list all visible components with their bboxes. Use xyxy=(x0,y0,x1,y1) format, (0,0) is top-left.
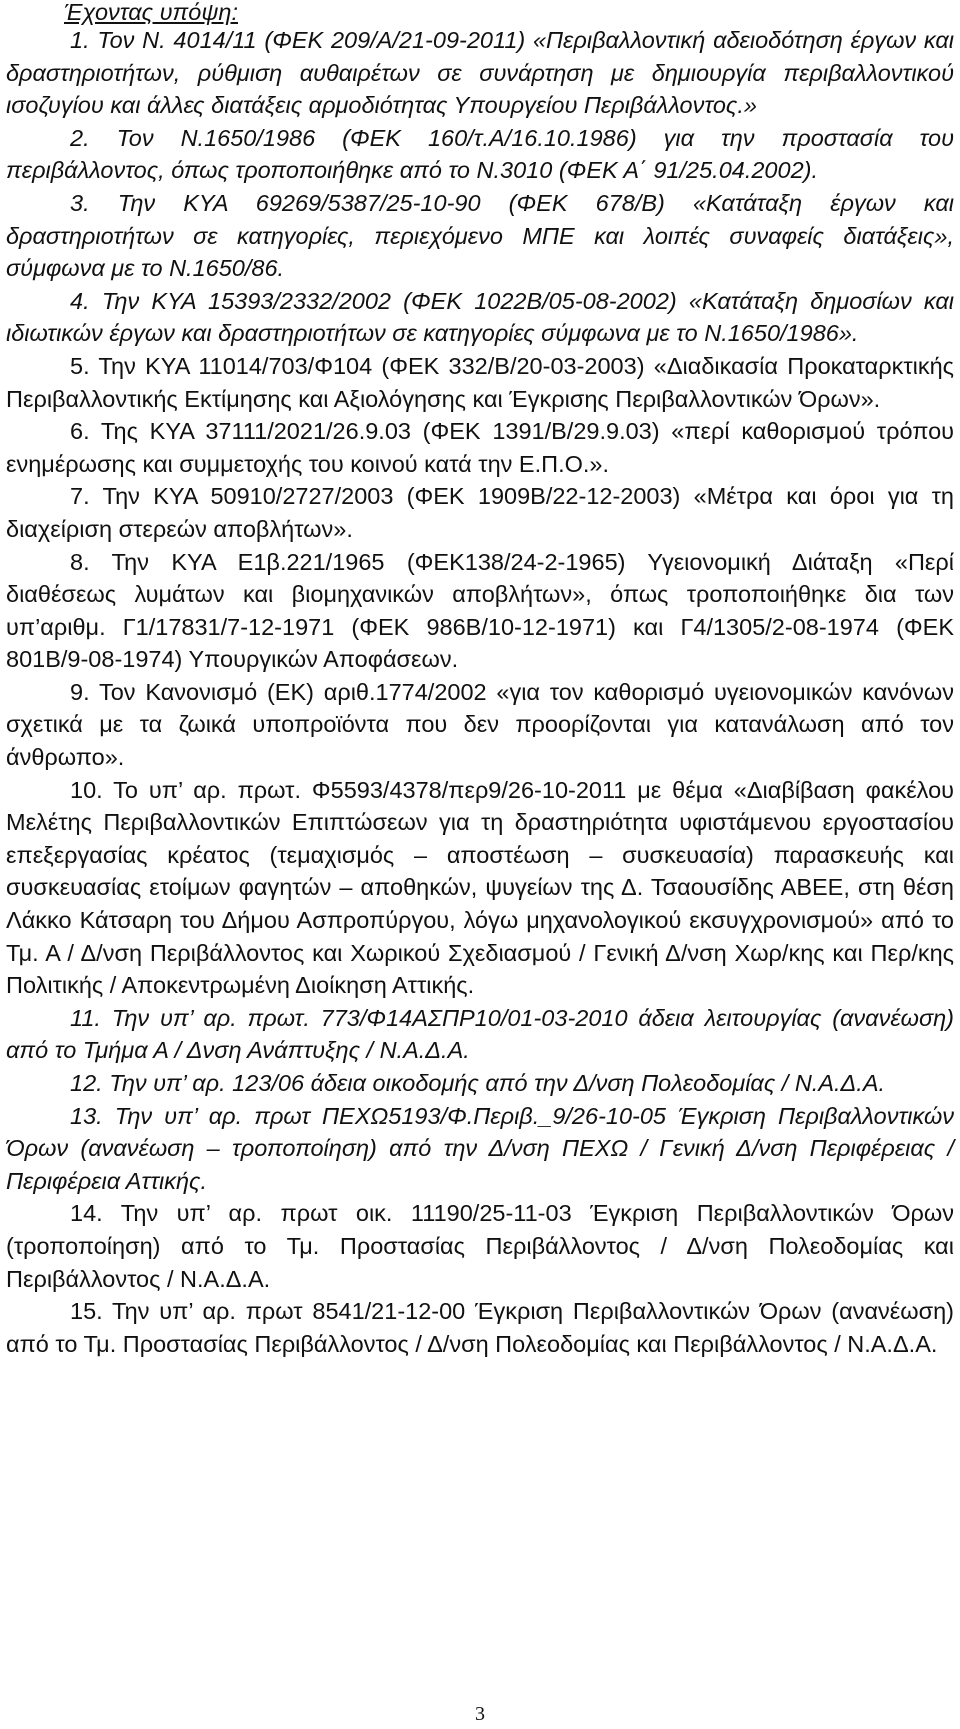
list-item-number: 12. xyxy=(70,1070,103,1096)
list-item-text: Της ΚΥΑ 37111/2021/26.9.03 (ΦΕΚ 1391/Β/29.9.03) «περί καθορισμού τρόπου ενημέρωσης και συμμετοχής του κοινού κατά την Ε.Π.Ο.». xyxy=(6,418,954,477)
considerations-list xyxy=(6,24,954,1360)
document-page xyxy=(6,0,954,1360)
list-item-text: Την υπ’ αρ. πρωτ ΠΕΧΩ5193/Φ.Περιβ._9/26-10-05 Έγκριση Περιβαλλοντικών Όρων (ανανέωση – τροποποίηση) από την Δ/νση ΠΕΧΩ / Γενική Δ/νση Περιφέρειας / Περιφέρεια Αττικής. xyxy=(6,1102,955,1194)
list-item xyxy=(6,676,954,774)
list-item-number: 3. xyxy=(70,189,90,216)
list-item-number: 1. xyxy=(70,27,90,53)
list-item-number: 5. xyxy=(70,352,90,379)
list-item-text: Την ΚΥΑ 69269/5387/25-10-90 (ΦΕΚ 678/Β) «Κατάταξη έργων και δραστηριοτήτων σε κατηγορίες, περιεχόμενο ΜΠΕ και λοιπές συναφείς διατάξεις», σύμφωνα με το Ν.1650/86. xyxy=(6,189,954,282)
list-item-text: Την ΚΥΑ 11014/703/Φ104 (ΦΕΚ 332/Β/20-03-2003) «Διαδικασία Προκαταρκτικής Περιβαλλοντικής Εκτίμησης και Αξιολόγησης και Έγκρισης Περιβαλλοντικών Όρων». xyxy=(6,352,954,412)
list-item-number: 9. xyxy=(70,678,90,705)
list-item xyxy=(6,1100,954,1198)
list-item-number: 8. xyxy=(70,548,90,575)
list-item xyxy=(6,122,954,187)
section-heading: Έχοντας υπόψη: xyxy=(64,0,239,25)
list-item-text: Την υπ’ αρ. 123/06 άδεια οικοδομής από την Δ/νση Πολεοδομίας / Ν.Α.Δ.Α. xyxy=(109,1070,886,1096)
list-item-number: 6. xyxy=(70,418,90,445)
list-item-text: Το υπ’ αρ. πρωτ. Φ5593/4378/περ9/26-10-2011 με θέμα «Διαβίβαση φακέλου Μελέτης Περιβαλλοντικών Επιπτώσεων για τη δραστηριότητα υφιστάμενου εργοστασίου επεξεργασίας κρέατος (τεμαχισμός – αποστέωση – συσκευασία) παρασκευής και συσκευασίας ετοίμων φαγητών – αποθηκών, ψυγείων της Δ. Τσαουσίδης ΑΒΕΕ, στη θέση Λάκκο Κάτσαρη του Δήμου Ασπροπύργου, λόγω μηχανολογικού εκσυγχρονισμού» από το Τμ. Α / Δ/νση Περιβάλλοντος και Χωρικού Σχεδιασμού / Γενική Δ/νση Χωρ/κης και Περ/κης Πολιτικής / Αποκεντρωμένη Διοίκηση Αττικής. xyxy=(6,776,954,999)
list-item-text: Την υπ’ αρ. πρωτ. 773/Φ14ΑΣΠΡ10/01-03-2010 άδεια λειτουργίας (ανανέωση) από το Τμήμα Α / Δνση Ανάπτυξης / Ν.Α.Δ.Α. xyxy=(6,1004,954,1064)
list-item xyxy=(6,187,954,285)
list-item xyxy=(6,1002,954,1067)
list-item xyxy=(6,285,954,350)
list-item xyxy=(6,350,954,415)
list-item-text: Τον Κανονισμό (ΕΚ) αριθ.1774/2002 «για τον καθορισμό υγειονομικών κανόνων σχετικά με τα ζωικά υποπροϊόντα που δεν προορίζονται για κατανάλωση από τον άνθρωπο». xyxy=(6,678,955,771)
list-item-number: 15. xyxy=(70,1298,103,1325)
list-item-number: 13. xyxy=(70,1102,103,1129)
list-item-text: Την ΚΥΑ 15393/2332/2002 (ΦΕΚ 1022Β/05-08-2002) «Κατάταξη δημοσίων και ιδιωτικών έργων και δραστηριοτήτων σε κατηγορίες σύμφωνα με το Ν.1650/1986». xyxy=(6,287,955,347)
list-item xyxy=(6,1295,954,1360)
list-item-text: Την υπ’ αρ. πρωτ οικ. 11190/25-11-03 Έγκριση Περιβαλλοντικών Όρων (τροποποίηση) από το Τμ. Προστασίας Περιβάλλοντος / Δ/νση Πολεοδομίας και Περιβάλλοντος / Ν.Α.Δ.Α. xyxy=(6,1200,954,1292)
list-item xyxy=(6,415,954,480)
page-number: 3 xyxy=(475,1703,485,1725)
list-item xyxy=(6,546,954,676)
list-item xyxy=(6,1197,954,1295)
list-item-number: 11. xyxy=(70,1004,101,1031)
list-item-text: Τον Ν. 4014/11 (ΦΕΚ 209/Α/21-09-2011) «Περιβαλλοντική αδειοδότηση έργων και δραστηριοτήτων, ρύθμιση αυθαιρέτων σε συνάρτηση με δημιουργία περιβαλλοντικού ισοζυγίου και άλλες διατάξεις αρμοδιότητας Υπουργείου Περιβάλλοντος.» xyxy=(6,27,955,119)
list-item-text: Την ΚΥΑ Ε1β.221/1965 (ΦΕΚ138/24-2-1965) Υγειονομική Διάταξη «Περί διαθέσεως λυμάτων και βιομηχανικών αποβλήτων», όπως τροποποιήθηκε δια των υπ’αριθμ. Γ1/17831/7-12-1971 (ΦΕΚ 986Β/10-12-1971) και Γ4/1305/2-08-1974 (ΦΕΚ 801Β/9-08-1974) Υπουργικών Αποφάσεων. xyxy=(6,548,955,673)
list-item xyxy=(6,1067,954,1100)
list-item-number: 7. xyxy=(70,483,90,510)
list-item-number: 4. xyxy=(70,287,90,314)
list-item-number: 10. xyxy=(70,776,103,803)
list-item-number: 2. xyxy=(70,124,90,151)
list-item-text: Την ΚΥΑ 50910/2727/2003 (ΦΕΚ 1909Β/22-12-2003) «Μέτρα και όροι για τη διαχείριση στερεών αποβλήτων». xyxy=(6,483,954,542)
list-item xyxy=(6,480,954,545)
list-item xyxy=(6,24,954,122)
list-item-number: 14. xyxy=(70,1200,103,1227)
list-item-text: Τον Ν.1650/1986 (ΦΕΚ 160/τ.Α/16.10.1986) για την προστασία του περιβάλλοντος, όπως τροποποιήθηκε από το Ν.3010 (ΦΕΚ Α΄ 91/25.04.2002). xyxy=(6,124,955,184)
list-item-text: Την υπ’ αρ. πρωτ 8541/21-12-00 Έγκριση Περιβαλλοντικών Όρων (ανανέωση) από το Τμ. Προστασίας Περιβάλλοντος / Δ/νση Πολεοδομίας και Περιβάλλοντος / Ν.Α.Δ.Α. xyxy=(6,1298,954,1357)
list-item xyxy=(6,774,954,1002)
